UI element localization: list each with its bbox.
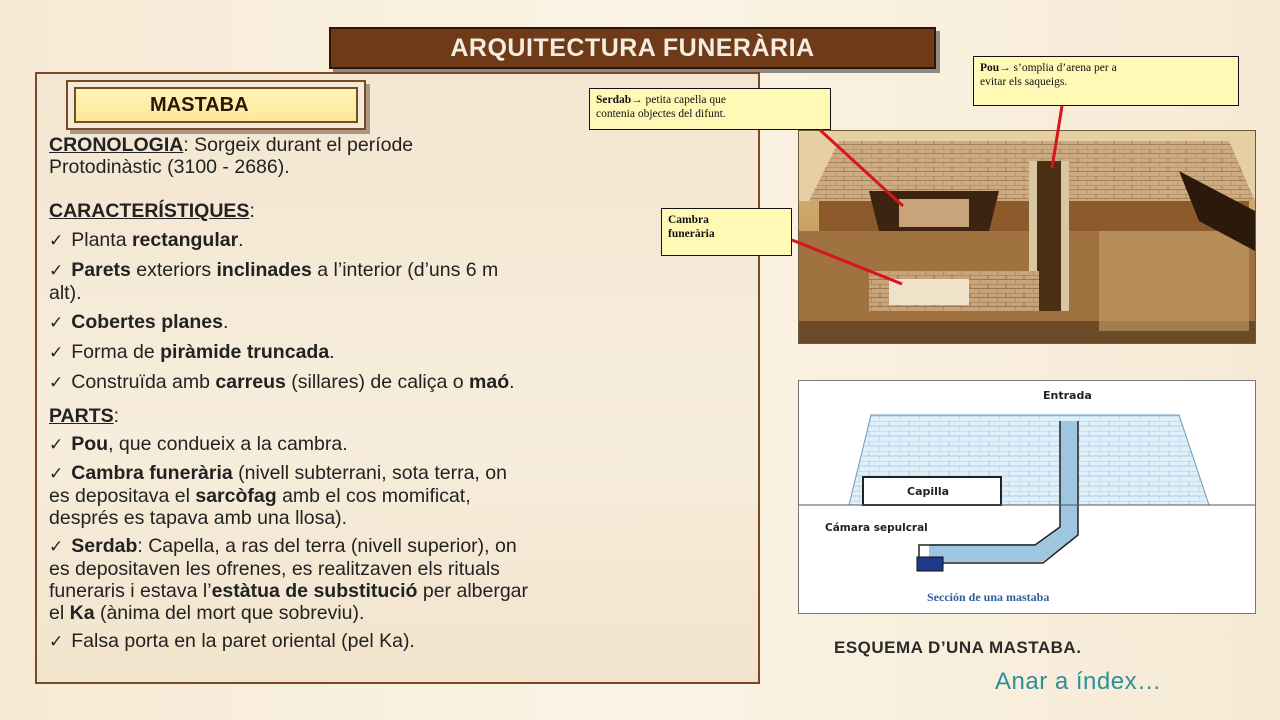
cronologia-heading: CRONOLOGIA (49, 134, 184, 156)
callout-cambra: Cambra funerària (661, 208, 792, 256)
figure-caption: ESQUEMA D’UNA MASTABA. (834, 638, 1082, 657)
caracteristiques-section: CARACTERÍSTIQUES: ✓ Planta rectangular. ✓ Parets exteriors inclinades a l’interior (d’uns 6 m alt). ✓ Cobertes planes. ✓ Forma de piràmide truncada. ✓ Construïda amb carreus (sillares) de caliça o maó. (49, 200, 749, 394)
check-icon: ✓ (49, 343, 64, 362)
cronologia-text-2: Protodinàstic (3100 - 2686). (49, 156, 290, 178)
diagram-label-capilla: Capilla (907, 485, 950, 498)
check-icon: ✓ (49, 261, 64, 280)
check-icon: ✓ (49, 373, 64, 392)
check-icon: ✓ (49, 464, 64, 483)
list-item: ✓ Falsa porta en la paret oriental (pel Ka). (49, 630, 415, 652)
section-label-box (66, 80, 366, 130)
mastaba-cutaway-illustration (798, 130, 1256, 344)
cronologia-text: : Sorgeix durant el període (183, 134, 414, 156)
parts-heading: PARTS (49, 405, 114, 427)
check-icon: ✓ (49, 632, 64, 651)
check-icon: ✓ (49, 313, 64, 332)
caracteristiques-heading: CARACTERÍSTIQUES (49, 200, 250, 222)
callout-pou: Pou→ s’omplia d’arena per a evitar els saqueigs. (973, 56, 1239, 106)
list-item: ✓ Cobertes planes. (49, 311, 229, 333)
check-icon: ✓ (49, 435, 64, 454)
list-item: ✓ Construïda amb carreus (sillares) de caliça o maó. (49, 371, 515, 393)
mastaba-section-diagram (798, 380, 1256, 614)
page-title: ARQUITECTURA FUNERÀRIA (329, 27, 936, 69)
list-item: ✓ Serdab: Capella, a ras del terra (nivell superior), on (49, 535, 517, 557)
section-label: MASTABA (74, 87, 358, 123)
check-icon: ✓ (49, 537, 64, 556)
list-item: ✓ Pou, que condueix a la cambra. (49, 433, 348, 455)
list-item: ✓ Planta rectangular. (49, 229, 244, 251)
diagram-caption: Sección de una mastaba (927, 590, 1050, 604)
diagram-label-camara: Cámara sepulcral (825, 522, 928, 534)
index-link[interactable]: Anar a índex… (995, 668, 1162, 695)
callout-serdab: Serdab→ petita capella que contenia objectes del difunt. (589, 88, 831, 130)
list-item: ✓ Parets exteriors inclinades a l’interior (d’uns 6 m (49, 259, 499, 281)
diagram-label-entrada: Entrada (1043, 389, 1092, 402)
cronologia-section (49, 134, 749, 178)
check-icon: ✓ (49, 231, 64, 250)
parts-section: PARTS: ✓ Pou, que condueix a la cambra. ✓ Cambra funerària (nivell subterrani, sota terra, on es depositava el sarcòfag amb el cos momificat, després es tapava amb una llosa). ✓ Serdab: Capella, a ras del terra (nivell superior), on es depositaven les ofrenes, es realitzaven els rituals funeraris i estava l’estàtua de substitució per albergar el Ka (ànima del mort que sobreviu). ✓ Falsa porta en la paret oriental (pel Ka). (49, 405, 749, 653)
list-item: ✓ Cambra funerària (nivell subterrani, sota terra, on (49, 462, 507, 484)
list-item: ✓ Forma de piràmide truncada. (49, 341, 335, 363)
